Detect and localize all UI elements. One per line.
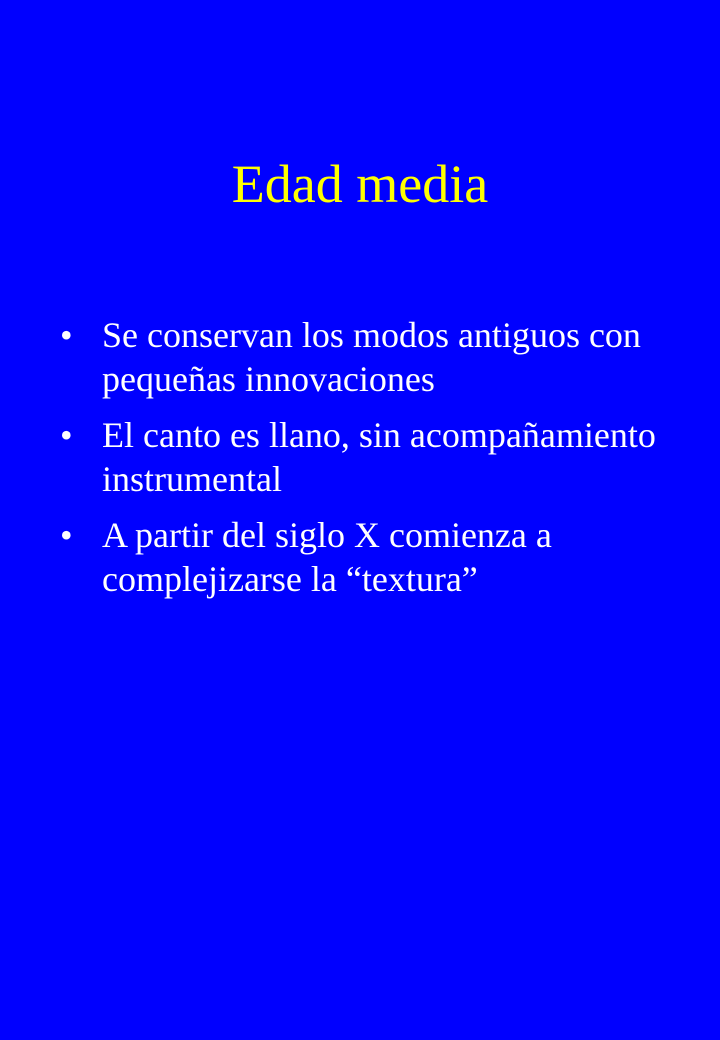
bullet-list (60, 313, 680, 613)
bullet-text: Se conservan los modos antiguos con pequeñas innovaciones (102, 315, 641, 399)
bullet-text: A partir del siglo X comienza a complejizarse la “textura” (102, 515, 552, 599)
bullet-item (60, 313, 680, 401)
bullet-item (60, 413, 680, 501)
bullet-icon: • (60, 315, 73, 355)
bullet-icon: • (60, 515, 73, 555)
slide-title: Edad media (231, 154, 489, 214)
bullet-text: El canto es llano, sin acompañamiento instrumental (102, 415, 656, 499)
bullet-icon: • (60, 415, 73, 455)
bullet-item (60, 513, 680, 601)
